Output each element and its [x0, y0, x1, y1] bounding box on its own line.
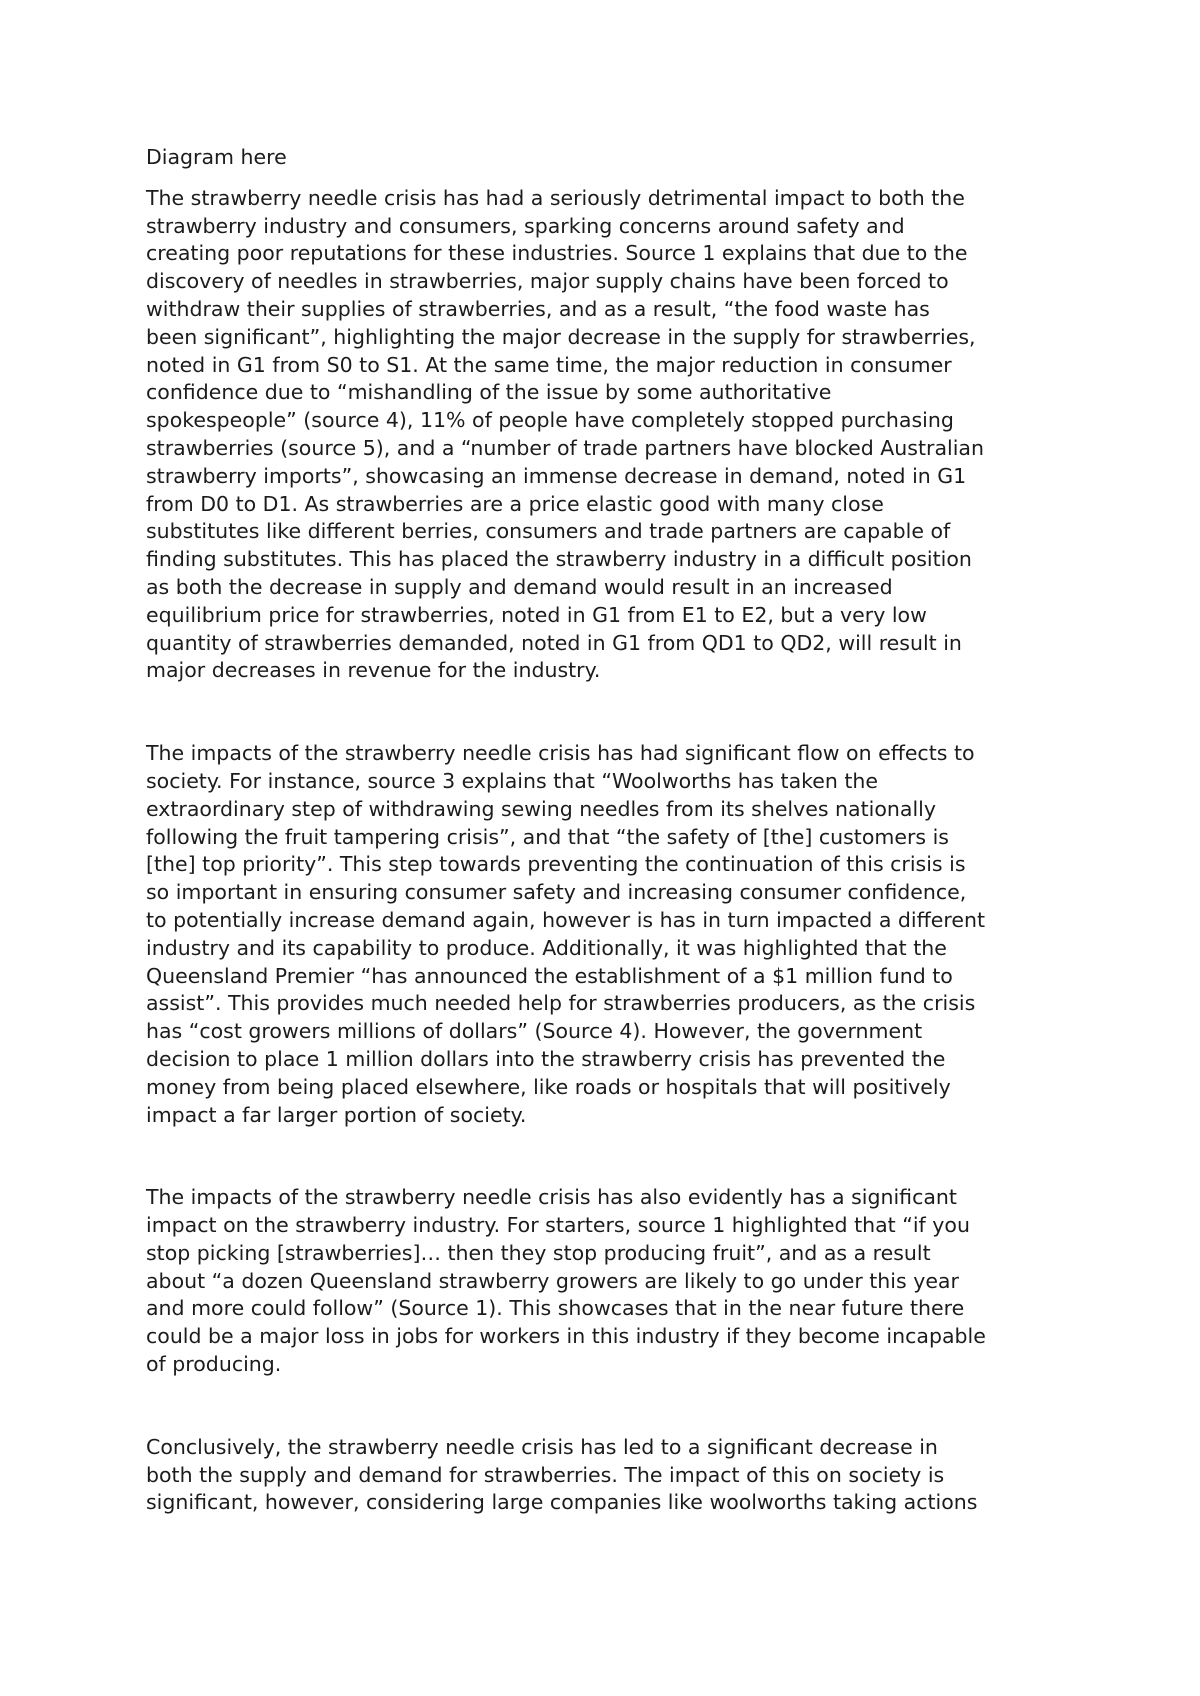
text-line: [the] top priority”. This step towards preventing the continuation of this crisis is	[146, 852, 966, 877]
text-line: stop picking [strawberries]… then they stop producing fruit”, and as a result	[146, 1240, 931, 1265]
text-line: discovery of needles in strawberries, major supply chains have been forced to	[146, 269, 949, 294]
text-line: spokespeople” (source 4), 11% of people have completely stopped purchasing	[146, 408, 954, 433]
text-line: about “a dozen Queensland strawberry growers are likely to go under this year	[146, 1268, 959, 1293]
text-line: and more could follow” (Source 1). This showcases that in the near future there	[146, 1296, 965, 1321]
text-line: has “cost growers millions of dollars” (Source 4). However, the government	[146, 1019, 923, 1044]
text-line: equilibrium price for strawberries, noted in G1 from E1 to E2, but a very low	[146, 602, 927, 627]
text-line: substitutes like different berries, consumers and trade partners are capable of	[146, 519, 951, 544]
paragraph-2	[146, 740, 1086, 1129]
document-page	[146, 144, 1086, 1517]
text-line: from D0 to D1. As strawberries are a price elastic good with many close	[146, 491, 884, 516]
spacer	[146, 172, 1086, 185]
paragraph-4	[146, 1434, 1086, 1517]
document-heading: Diagram here	[146, 145, 287, 169]
paragraph-1	[146, 185, 1086, 685]
text-line: industry and its capability to produce. Additionally, it was highlighted that the	[146, 935, 947, 960]
text-line: significant, however, considering large companies like woolworths taking actions	[146, 1490, 978, 1515]
text-line: both the supply and demand for strawberries. The impact of this on society is	[146, 1462, 945, 1487]
text-line: The impacts of the strawberry needle crisis has had significant flow on effects to	[146, 741, 975, 766]
text-line: strawberry imports”, showcasing an immense decrease in demand, noted in G1	[146, 463, 967, 488]
text-line: Conclusively, the strawberry needle crisis has led to a significant decrease in	[146, 1434, 938, 1459]
text-line: following the fruit tampering crisis”, and that “the safety of [the] customers is	[146, 824, 949, 849]
text-line: impact on the strawberry industry. For starters, source 1 highlighted that “if you	[146, 1213, 970, 1238]
text-line: society. For instance, source 3 explains that “Woolworths has taken the	[146, 768, 879, 793]
text-line: could be a major loss in jobs for workers in this industry if they become incapable	[146, 1324, 986, 1349]
text-line: as both the decrease in supply and demand would result in an increased	[146, 574, 893, 599]
text-line: money from being placed elsewhere, like roads or hospitals that will positively	[146, 1074, 951, 1099]
text-line: been significant”, highlighting the major decrease in the supply for strawberries,	[146, 324, 976, 349]
text-line: so important in ensuring consumer safety and increasing consumer confidence,	[146, 880, 967, 905]
text-line: strawberries (source 5), and a “number of trade partners have blocked Australian	[146, 435, 984, 460]
text-line: impact a far larger portion of society.	[146, 1102, 527, 1127]
text-line: Queensland Premier “has announced the establishment of a $1 million fund to	[146, 963, 953, 988]
text-line: finding substitutes. This has placed the strawberry industry in a difficult position	[146, 547, 972, 572]
text-line: decision to place 1 million dollars into the strawberry crisis has prevented the	[146, 1046, 946, 1071]
text-line: The strawberry needle crisis has had a seriously detrimental impact to both the	[146, 185, 965, 210]
text-line: withdraw their supplies of strawberries, and as a result, “the food waste has	[146, 296, 930, 321]
text-line: strawberry industry and consumers, sparking concerns around safety and	[146, 213, 905, 238]
spacer	[146, 1379, 1086, 1434]
spacer	[146, 1129, 1086, 1184]
text-line: major decreases in revenue for the industry.	[146, 658, 601, 683]
text-line: The impacts of the strawberry needle crisis has also evidently has a significant	[146, 1185, 957, 1210]
spacer	[146, 685, 1086, 740]
text-line: confidence due to “mishandling of the issue by some authoritative	[146, 380, 832, 405]
paragraph-3	[146, 1184, 1086, 1379]
text-line: noted in G1 from S0 to S1. At the same time, the major reduction in consumer	[146, 352, 952, 377]
text-line: creating poor reputations for these industries. Source 1 explains that due to the	[146, 241, 968, 266]
text-line: quantity of strawberries demanded, noted in G1 from QD1 to QD2, will result in	[146, 630, 962, 655]
text-line: of producing.	[146, 1352, 282, 1377]
text-line: to potentially increase demand again, however is has in turn impacted a different	[146, 907, 985, 932]
text-line: assist”. This provides much needed help for strawberries producers, as the crisis	[146, 991, 976, 1016]
text-line: extraordinary step of withdrawing sewing needles from its shelves nationally	[146, 796, 936, 821]
